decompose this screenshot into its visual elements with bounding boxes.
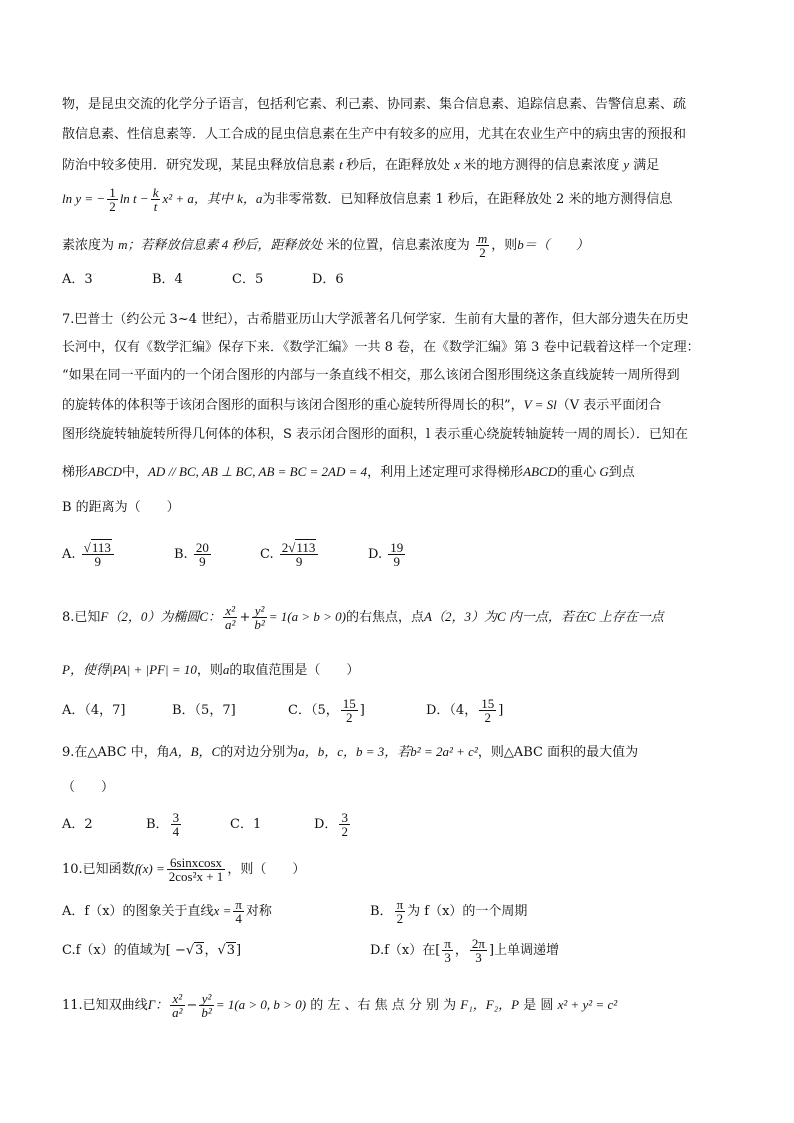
q10-function-fraction: $\frac{\text{6sinxcosx}}{\text{2cos²x + 1}}$ xyxy=(168,855,224,884)
q7-option-a[interactable]: A. $\frac{√113}{9}$ xyxy=(62,538,174,572)
q9-option-c[interactable]: C．1 xyxy=(230,817,262,832)
frac-1-2: $\frac{1}{2}$ xyxy=(109,185,116,214)
q9-condition: b² = 2a² + c² xyxy=(410,744,478,759)
q8-condition: |PA| + |PF| = 10 xyxy=(108,662,197,677)
q7-line2: 长河中，仅有《数学汇编》保存下来．《数学汇编》一共 8 卷，在《数学汇编》第 3 卷中记载着这样一个定理： xyxy=(62,340,700,355)
q6-line2: 散信息素、性信息素等．人工合成的昆虫信息素在生产中有较多的应用，尤其在农业生产中的病虫害的预报和 xyxy=(62,127,687,142)
q7-option-c[interactable]: C. $\frac{2√113}{9}$ xyxy=(260,538,368,572)
q6-line4 xyxy=(62,186,754,213)
q7-condition: AD // BC, AB ⊥ BC, AB = BC = 2AD = 4 xyxy=(147,464,368,479)
q8-focus: F（2，0）为椭圆 xyxy=(100,609,200,624)
q6-line3b: 秒后，在距释放处 xyxy=(346,158,451,173)
q7-line4 xyxy=(62,395,754,416)
frac-y2-b2-hyp: $\frac{\text{y²}}{\text{b²}}$ xyxy=(201,991,212,1020)
q9-line2: （ ） xyxy=(62,780,115,795)
q8-option-a[interactable]: A．（4，7] xyxy=(62,703,126,718)
q6-option-b[interactable]: B．4 xyxy=(152,272,183,287)
q10-option-c[interactable]: C.f（x）的值域为[ −√3，√3] xyxy=(62,943,242,958)
q7-line6g: 的重心 xyxy=(557,465,597,480)
q11-line1: 11.已知双曲线Γ： $\frac{\text{x²}}{\text{a²}}$ − $\frac{\text{y²}}{\text{b²}}$ = 1(a > 0, b > 0) 的 左 、右 焦 点 分 别 为 F₁，F₂，P 是 圆 x² + y² = c² xyxy=(62,991,618,1020)
q7-line4a: 的旋转体的体积等于该闭合图形的面积与该闭合图形的重心旋转所得周长的积”， xyxy=(62,398,524,413)
var-x: x xyxy=(454,157,464,172)
q10-line1: 10.已知函数f(x) = $\frac{\text{6sinxcosx}}{\text{2cos²x + 1}}$ ，则（ ） xyxy=(62,855,306,884)
q10-option-b[interactable]: B． $\frac{\pi}{2}$ 为 f（x）的一个周期 xyxy=(370,897,528,926)
q8-option-c[interactable]: C．（5， $\frac{15}{2}$ ] xyxy=(288,696,365,725)
q9-line1: 9.在△ABC 中，角A，B，C的对边分别为a，b，c，b = 3，若b² = 2a² + c²，则△ABC 面积的最大值为 xyxy=(62,744,639,760)
q6-line3 xyxy=(62,155,754,176)
q6-formula-end: x² + a，其中 xyxy=(162,191,233,206)
q7-line6i: 到点 xyxy=(608,465,635,480)
q7-trap2: ABCD xyxy=(523,464,558,479)
q10-options-row1 xyxy=(62,894,754,928)
q8-options xyxy=(62,694,754,728)
q6-options xyxy=(62,270,754,290)
q7-trap: ABCD xyxy=(88,464,122,479)
q7-line5: 图形绕旋转轴旋转所得几何体的体积，S 表示闭合图形的面积，l 表示重心绕旋转轴旋转一周的周长）．已知在 xyxy=(62,427,688,442)
q7-line7: B 的距离为（ ） xyxy=(62,500,180,515)
frac-k-t: $\frac{k}{t}$ xyxy=(152,185,159,214)
q6-line5e: b＝（ ） xyxy=(517,237,589,252)
q11-circle: x² + y² = c² xyxy=(557,997,618,1012)
q6-line3c: 米的地方测得的信息素浓度 xyxy=(463,158,620,173)
q10-options-row2 xyxy=(62,934,754,968)
q7-options xyxy=(62,538,754,572)
frac-y2-b2: $\frac{\text{y²}}{\text{b²}}$ xyxy=(254,603,265,632)
q9-option-b[interactable]: B． $\frac{3}{4}$ xyxy=(146,810,180,839)
q6-option-c[interactable]: C．5 xyxy=(232,272,264,287)
q7-line1: 7.巴普士（约公元 3~4 世纪），古希腊亚历山大学派著名几何学家．生前有大量的著作，但大部分遗失在历史 xyxy=(62,312,689,327)
q7-formula: V = Sl xyxy=(523,397,557,412)
q10-option-a[interactable]: A．f（x）的图象关于直线x = $\frac{\pi}{4}$ 对称 xyxy=(62,897,272,926)
q10-option-d[interactable]: D.f（x）在[ $\frac{\pi}{3}$ ， $\frac{2\pi}{3}$ ]上单调递增 xyxy=(370,936,560,965)
q9-option-a[interactable]: A．2 xyxy=(62,817,93,832)
q8-option-b[interactable]: B．（5，7] xyxy=(172,703,236,718)
var-y: y xyxy=(623,157,630,172)
q6-constants: k，a xyxy=(237,191,263,206)
q6-line5d: ，则 xyxy=(491,238,518,253)
q8-line2: P，使得|PA| + |PF| = 10，则a的取值范围是（ ） xyxy=(62,662,360,678)
q7-line6a: 梯形 xyxy=(62,465,89,480)
q8-option-d[interactable]: D．（4， $\frac{15}{2}$ ] xyxy=(426,696,504,725)
q7-line4c: （V 表示平面闭合 xyxy=(556,398,662,413)
q7-option-b[interactable]: B. $\frac{20}{9}$ xyxy=(174,540,209,569)
q7-line6c: 中， xyxy=(121,465,148,480)
var-t: t xyxy=(339,157,347,172)
q6-line3a: 防治中较多使用．研究发现，某昆虫释放信息素 xyxy=(62,158,336,173)
q6-formula-mid: ln t − xyxy=(119,191,149,206)
q6-line4-text: 为非零常数．已知释放信息素 1 秒后，在距释放处 2 米的地方测得信息 xyxy=(262,192,673,207)
q9-option-d[interactable]: D． $\frac{3}{2}$ xyxy=(314,810,348,839)
frac-x2-a2: $\frac{\text{x²}}{\text{a²}}$ xyxy=(225,603,236,632)
q6-line1: 物，是昆虫交流的化学分子语言，包括利它素、利己素、协同素、集合信息素、追踪信息素、告警信息素、疏 xyxy=(62,97,687,112)
q6-line5c: 米的位置，信息素浓度为 xyxy=(326,238,470,253)
q6-formula-start: ln y = − xyxy=(62,191,106,206)
q7-line3: “如果在同一平面内的一个闭合图形的内部与一条直线不相交，那么该闭合图形围绕这条直线旋转一周所得到 xyxy=(62,368,680,383)
q7-g: G xyxy=(599,464,609,479)
q6-line5a: 素浓度为 xyxy=(62,238,115,253)
q7-line6 xyxy=(62,462,754,483)
frac-x2-a2-hyp: $\frac{\text{x²}}{\text{a²}}$ xyxy=(172,991,183,1020)
q6-line3d: 满足 xyxy=(633,158,660,173)
q6-option-d[interactable]: D．6 xyxy=(312,272,344,287)
q9-options xyxy=(62,808,754,842)
q8-line1: 8.已知F（2，0）为椭圆C： $\frac{\text{x²}}{\text{a²}}$ + $\frac{\text{y²}}{\text{b²}}$ = 1(a > b > 0)的右焦点，点A（2，3）为C 内一点，若在C 上存在一点 xyxy=(62,603,664,632)
q6-line5b: m；若释放信息素 4 秒后，距释放处 xyxy=(118,237,323,252)
q6-option-a[interactable]: A．3 xyxy=(62,272,93,287)
q7-option-d[interactable]: D. $\frac{19}{9}$ xyxy=(368,540,404,569)
q6-line5 xyxy=(62,232,754,259)
q7-line6e: ，利用上述定理可求得梯形 xyxy=(367,465,524,480)
frac-m-2: $\frac{m}{2}$ xyxy=(477,231,488,260)
